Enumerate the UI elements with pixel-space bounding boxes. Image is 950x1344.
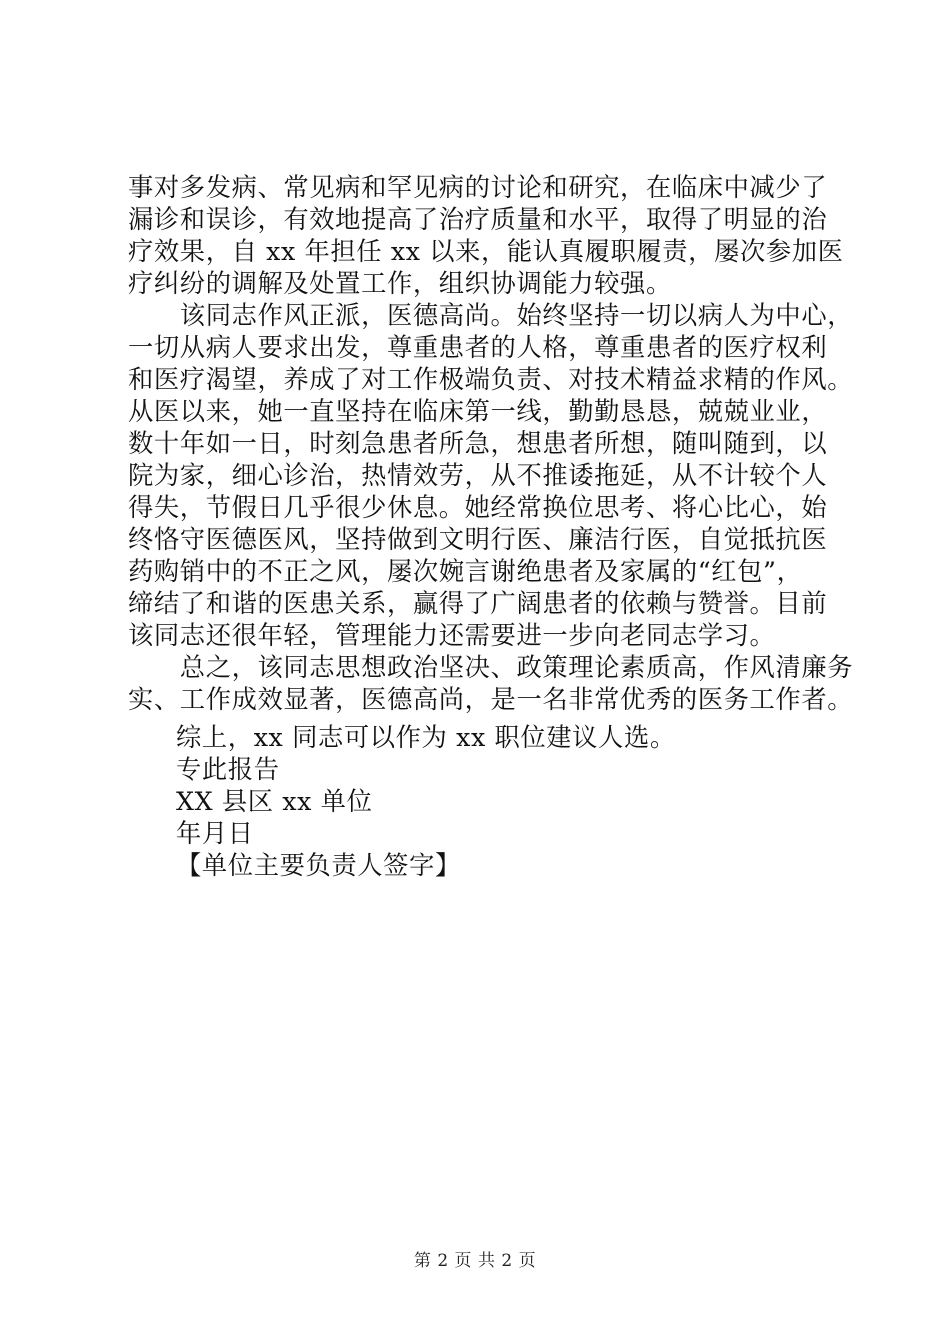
page-footer: 第 2 页 共 2 页 <box>413 1251 537 1271</box>
body-line: 总之，该同志思想政治坚决、政策理论素质高，作风清廉务 <box>128 653 854 682</box>
body-line: 一切从病人要求出发，尊重患者的人格，尊重患者的医疗权利 <box>128 333 828 362</box>
body-line: 药购销中的不正之风，屡次婉言谢绝患者及家属的“红包”， <box>128 557 803 586</box>
body-line: 院为家，细心诊治，热情效劳，从不推诿拖延，从不计较个人 <box>128 461 828 490</box>
signature-line: 【单位主要负责人签字】 <box>176 851 461 880</box>
body-line: 该同志还很年轻，管理能力还需要进一步向老同志学习。 <box>128 621 776 650</box>
report-line: 专此报告 <box>176 755 280 784</box>
unit-name: XX 县区 xx 单位 <box>176 787 373 816</box>
conclusion-line: 综上，xx 同志可以作为 xx 职位建议人选。 <box>176 723 676 752</box>
body-text <box>128 172 854 716</box>
body-line: 实、工作成效显著，医德高尚，是一名非常优秀的医务工作者。 <box>128 685 854 714</box>
body-line: 和医疗渴望，养成了对工作极端负责、对技术精益求精的作风。 <box>128 365 854 394</box>
closing-section <box>176 722 676 882</box>
body-line: 事对多发病、常见病和罕见病的讨论和研究，在临床中减少了 <box>128 173 828 202</box>
body-line: 数十年如一日，时刻急患者所急，想患者所想，随叫随到，以 <box>128 429 828 458</box>
body-line: 疗纠纷的调解及处置工作，组织协调能力较强。 <box>128 269 672 298</box>
body-line: 疗效果，自 xx 年担任 xx 以来，能认真履职履责，屡次参加医 <box>128 237 844 266</box>
body-line: 终恪守医德医风，坚持做到文明行医、廉洁行医，自觉抵抗医 <box>128 525 828 554</box>
body-line: 漏诊和误诊，有效地提高了治疗质量和水平，取得了明显的治 <box>128 205 828 234</box>
body-line: 缔结了和谐的医患关系，赢得了广阔患者的依赖与赞誉。目前 <box>128 589 828 618</box>
body-line: 从医以来，她一直坚持在临床第一线，勤勤恳恳，兢兢业业， <box>128 397 828 426</box>
body-line: 该同志作风正派，医德高尚。始终坚持一切以病人为中心， <box>128 301 854 330</box>
body-line: 得失，节假日几乎很少休息。她经常换位思考、将心比心，始 <box>128 493 828 522</box>
date-line: 年月日 <box>176 819 254 848</box>
